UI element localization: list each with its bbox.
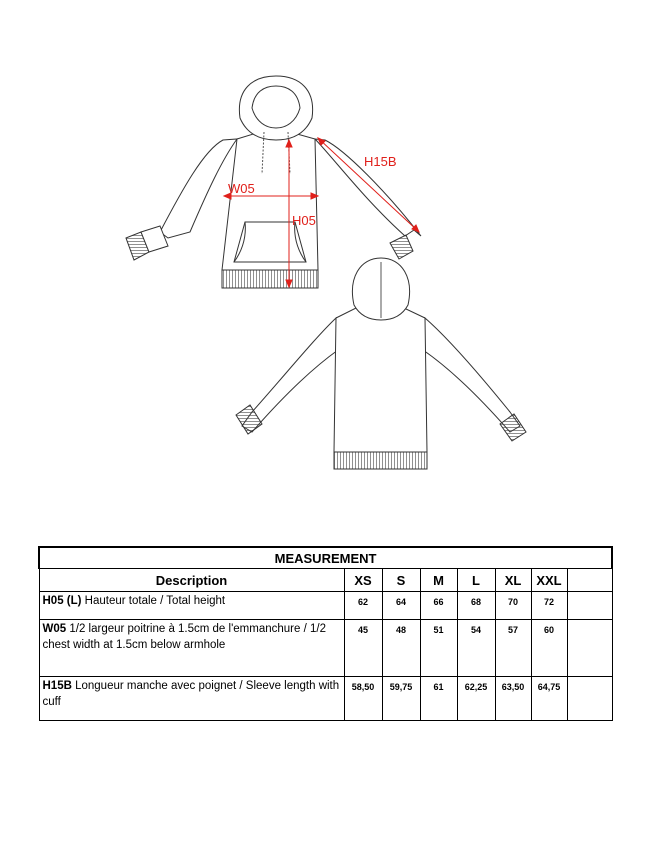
w05-label: W05: [228, 181, 255, 196]
table-cell: 61: [420, 677, 457, 721]
table-row: [39, 592, 612, 620]
size-header-m: M: [420, 569, 457, 592]
table-header-row: [39, 569, 612, 592]
table-cell: 60: [531, 620, 567, 677]
size-header-l: L: [457, 569, 495, 592]
back-hem: [334, 452, 427, 469]
table-cell: 64: [382, 592, 420, 620]
row-code: W05: [42, 623, 67, 635]
table-row: [39, 677, 612, 721]
front-right-cuff: [390, 235, 413, 259]
back-view: [236, 258, 526, 469]
front-hem: [222, 270, 318, 288]
table-cell: 51: [420, 620, 457, 677]
front-view: [126, 76, 421, 288]
row-code: H05 (L): [42, 595, 82, 607]
table-cell: 72: [531, 592, 567, 620]
table-cell: 58,50: [344, 677, 382, 721]
table-cell: 45: [344, 620, 382, 677]
row-description: [39, 620, 344, 677]
table-row: [39, 620, 612, 677]
size-header-xs: XS: [344, 569, 382, 592]
back-right-sleeve: [423, 318, 520, 432]
row-description: [39, 677, 344, 721]
table-cell: 66: [420, 592, 457, 620]
table-cell: 63,50: [495, 677, 531, 721]
table-cell: 62,25: [457, 677, 495, 721]
row-text: Hauteur totale / Total height: [81, 595, 226, 607]
table-title: MEASUREMENT: [39, 547, 612, 569]
size-header-s: S: [382, 569, 420, 592]
size-header-xxl: XXL: [531, 569, 567, 592]
table-cell: 59,75: [382, 677, 420, 721]
table-cell: 70: [495, 592, 531, 620]
empty-cell: [567, 677, 612, 721]
row-text: Longueur manche avec poignet / Sleeve length with cuff: [42, 680, 340, 708]
table-cell: 62: [344, 592, 382, 620]
row-code: H15B: [42, 680, 72, 692]
table-cell: 68: [457, 592, 495, 620]
row-description: [39, 592, 344, 620]
empty-header: [567, 569, 612, 592]
empty-cell: [567, 620, 612, 677]
h15b-label: H15B: [364, 154, 397, 169]
description-header: Description: [39, 569, 344, 592]
table-cell: 57: [495, 620, 531, 677]
row-text: 1/2 largeur poitrine à 1.5cm de l'emmanchure / 1/2 chest width at 1.5cm below armhole: [42, 623, 326, 651]
back-body: [334, 308, 427, 452]
front-left-sleeve: [160, 139, 237, 238]
table-cell: 64,75: [531, 677, 567, 721]
front-body: [222, 132, 318, 270]
table-cell: 48: [382, 620, 420, 677]
table-cell: 54: [457, 620, 495, 677]
size-header-xl: XL: [495, 569, 531, 592]
empty-cell: [567, 592, 612, 620]
measurement-table: [38, 546, 613, 721]
h05-label: H05: [292, 213, 316, 228]
